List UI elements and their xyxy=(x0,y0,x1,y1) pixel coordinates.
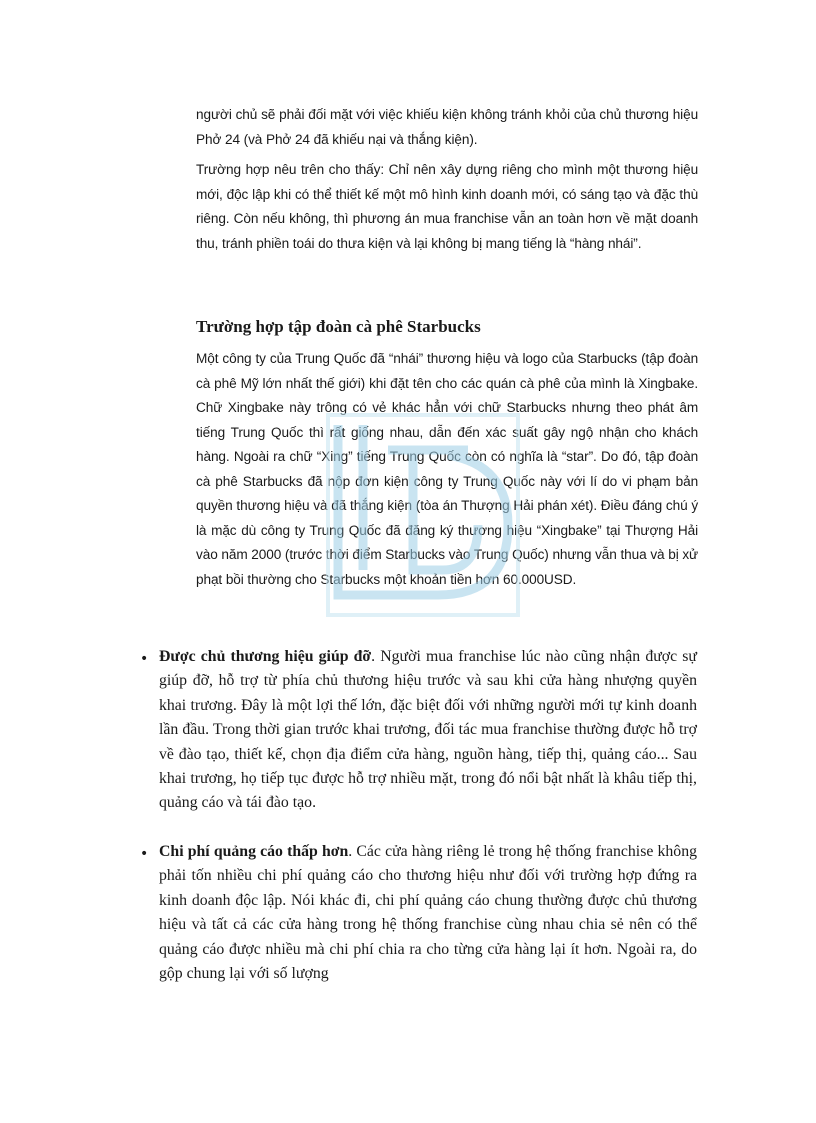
paragraph-text: Một công ty của Trung Quốc đã “nhái” thương hiệu và logo của Starbucks (tập đoàn cà phê Mỹ lớn nhất thế giới) khi đặt tên cho các quán cà phê của mình là Xingbake. Chữ Xingbake này trông có vẻ khác hẳn với chữ Starbucks nhưng theo phát âm tiếng Trung Quốc thì rất giống nhau, dẫn đến xác suất gây ngộ nhận cho khách hàng. Ngoài ra chữ “Xing” tiếng Trung Quốc còn có nghĩa là “star”. Do đó, tập đoàn cà phê Starbucks đã nộp đơn kiện công ty Trung Quốc này với lí do vi phạm bản quyền thương hiệu và đã thắng kiện (tòa án Thượng Hải phán xét). Điều đáng chú ý là mặc dù công ty Trung Quốc đã đăng ký thương hiệu “Xingbake” tại Thượng Hải vào năm 2000 (trước thời điểm Starbucks vào Trung Quốc) nhưng vẫn thua và bị xử phạt bồi thường cho Starbucks một khoản tiền hơn 60.000USD. xyxy=(196,351,699,588)
paragraph-text: người chủ sẽ phải đối mặt với việc khiếu kiện không tránh khỏi của chủ thương hiệu Phở 24 (và Phở 24 đã khiếu nại và thắng kiện). xyxy=(196,107,699,148)
bullet-body: . Người mua franchise lúc nào cũng nhận được sự giúp đỡ, hỗ trợ từ phía chủ thương hiệu trước và sau khi cửa hàng nhượng quyền khai trương. Đây là một lợi thế lớn, đặc biệt đối với những người mới tự kinh doanh lần đầu. Trong thời gian trước khai trương, đối tác mua franchise thường được hỗ trợ về đào tạo, thiết kế, chọn địa điểm cửa hàng, nguồn hàng, tiếp thị, quảng cáo... Sau khai trương, họ tiếp tục được hỗ trợ nhiều mặt, trong đó nổi bật nhất là khâu tiếp thị, quảng cáo và tái đào tạo. xyxy=(159,648,697,812)
bullet-item xyxy=(159,840,697,986)
bullet-body: . Các cửa hàng riêng lẻ trong hệ thống franchise không phải tốn nhiều chi phí quảng cáo cho thương hiệu như đối với trường hợp đứng ra kinh doanh độc lập. Nói khác đi, chi phí quảng cáo chung thường được chủ thương hiệu và tất cả các cửa hàng trong hệ thống franchise cùng nhau chia sẻ nên có thể quảng cáo được nhiều mà chi phí chia ra cho từng cửa hàng lại ít hơn. Ngoài ra, do gộp chung lại với số lượng xyxy=(159,843,697,983)
bullet-title: Chi phí quảng cáo thấp hơn xyxy=(159,843,349,860)
paragraph xyxy=(196,158,698,256)
bullet-icon: • xyxy=(140,846,149,862)
paragraph xyxy=(196,103,698,152)
bullet-title: Được chủ thương hiệu giúp đỡ xyxy=(159,648,372,665)
bullet-item xyxy=(159,645,697,816)
paragraph-text: Trường hợp nêu trên cho thấy: Chỉ nên xây dựng riêng cho mình một thương hiệu mới, độc lập khi có thể thiết kế một mô hình kinh doanh mới, có sáng tạo và đặc thù riêng. Còn nếu không, thì phương án mua franchise vẫn an toàn hơn về mặt doanh thu, tránh phiền toái do thưa kiện và lại không bị mang tiếng là “hàng nhái”. xyxy=(196,162,699,252)
watermark-logo-icon xyxy=(318,395,528,625)
bullet-icon: • xyxy=(140,651,149,667)
section-heading: Trường hợp tập đoàn cà phê Starbucks xyxy=(196,317,481,336)
